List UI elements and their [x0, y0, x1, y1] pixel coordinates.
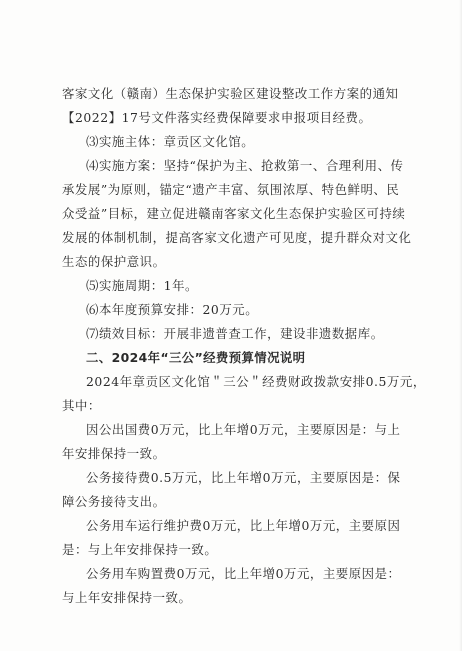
- text-line: 承发展”为原则，锚定“遗产丰富、氛围浓厚、特色鲜明、民: [62, 182, 400, 197]
- text-line: ⑶实施主体：章贡区文化馆。: [86, 134, 255, 149]
- text-line: 是：与上年安排保持一致。: [62, 542, 218, 557]
- text-line: 2024年章贡区文化馆＂三公＂经费财政拨款安排0.5万元，: [86, 374, 426, 389]
- text-line: 客家文化（赣南）生态保护实验区建设整改工作方案的通知: [62, 86, 399, 101]
- text-line: ⑸实施周期：1年。: [86, 278, 198, 293]
- text-line: ⑺绩效目标：开展非遗普查工作，建设非遗数据库。: [86, 326, 384, 341]
- section-heading: 二、2024年“三公”经费预算情况说明: [86, 350, 306, 365]
- text-line: 年安排保持一致。: [62, 446, 166, 461]
- text-line: 众受益”目标，建立促进赣南客家文化生态保护实验区可持续: [62, 206, 406, 221]
- text-line: 公务接待费0.5万元，比上年增0万元，主要原因是：保: [86, 470, 401, 485]
- text-line: 因公出国费0万元，比上年增0万元，主要原因是：与上: [86, 422, 401, 437]
- text-line: 发展的体制机制，提高客家文化遗产可见度，提升群众对文化: [62, 230, 412, 245]
- text-line: 公务用车运行维护费0万元，比上年增0万元，主要原因: [86, 518, 401, 533]
- text-line: 障公务接待支出。: [62, 494, 166, 509]
- text-line: 【2022】17号文件落实经费保障要求申报项目经费。: [62, 110, 372, 125]
- text-line: 生态的保护意识。: [62, 254, 166, 269]
- text-line: 公务用车购置费0万元，比上年增0万元，主要原因是：: [86, 566, 401, 581]
- text-line: ⑹本年度预算安排：20万元。: [86, 302, 259, 317]
- text-line: 与上年安排保持一致。: [62, 590, 192, 605]
- text-line: ⑷实施方案：坚持“保护为主、抢救第一、合理利用、传: [86, 158, 404, 173]
- text-line: 其中：: [62, 398, 101, 413]
